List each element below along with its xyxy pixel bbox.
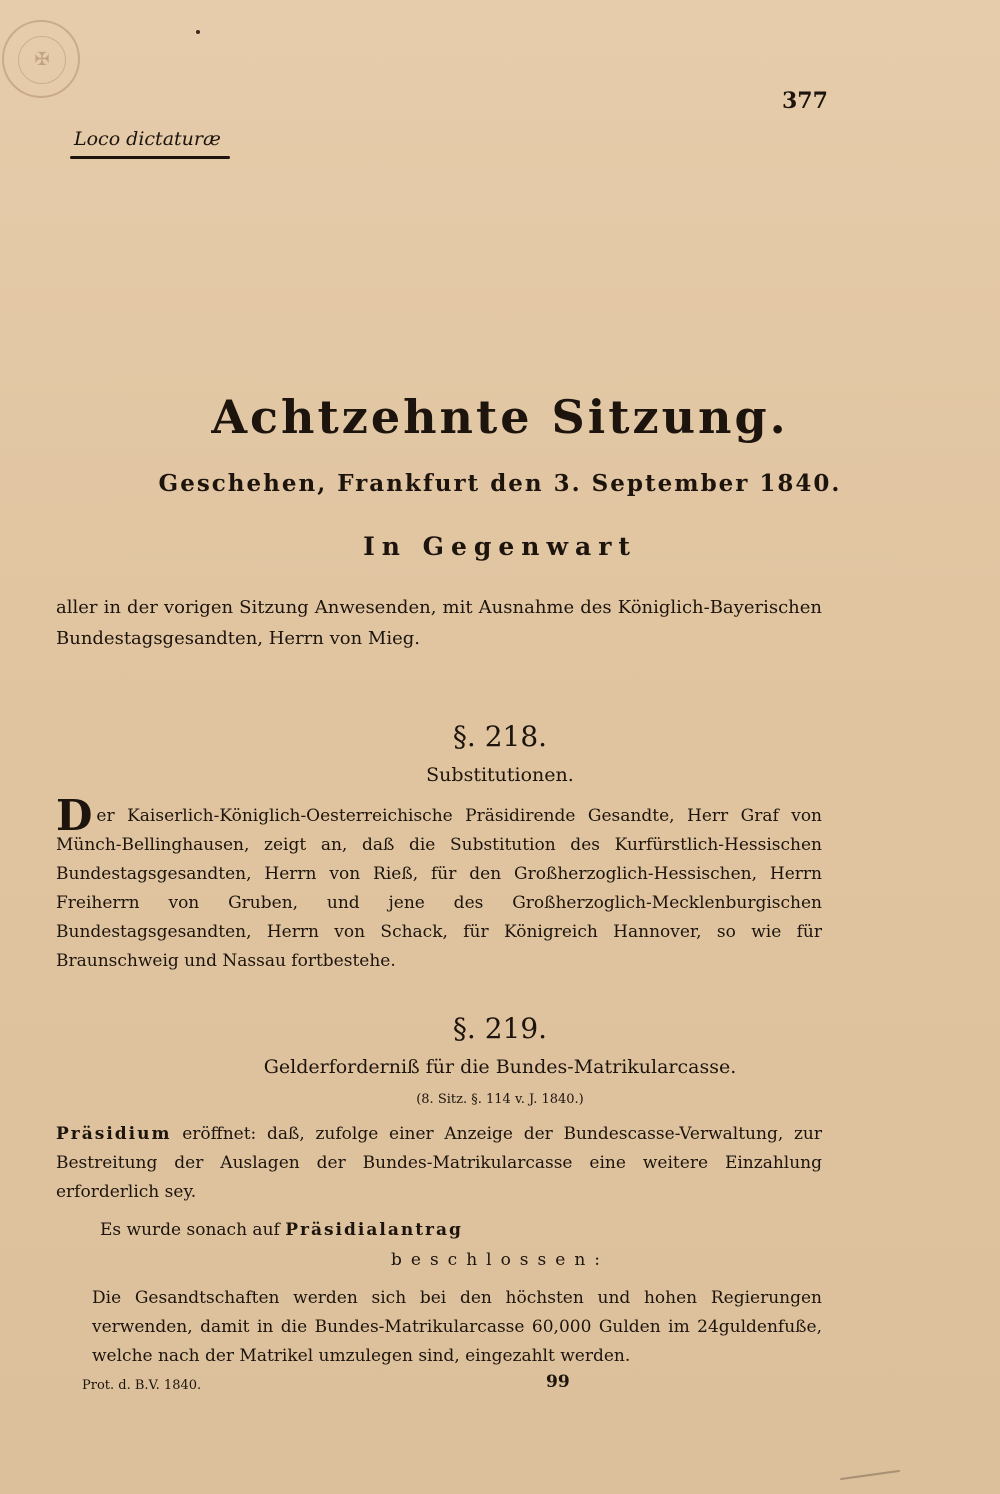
section-219-title: Gelderforderniß für die Bundes-Matrikularcasse. bbox=[263, 1056, 737, 1078]
drop-cap: D bbox=[56, 791, 93, 840]
section-218-paragraph bbox=[56, 791, 822, 976]
presence-heading: In Gegenwart bbox=[363, 532, 637, 561]
library-stamp bbox=[2, 20, 80, 98]
footer-signature-number: 99 bbox=[546, 1372, 570, 1392]
attendance-paragraph: aller in der vorigen Sitzung Anwesenden, mit Ausnahme des Königlich-Bayerischen Bundestagsgesandten, Herrn von Mieg. bbox=[56, 597, 822, 649]
footer-protocol-reference: Prot. d. B.V. 1840. bbox=[82, 1378, 202, 1393]
section-219-citation: (8. Sitz. §. 114 v. J. 1840.) bbox=[416, 1092, 584, 1107]
section-218-text: er Kaiserlich-Königlich-Oesterreichische Präsidirende Gesandte, Herr Graf von Münch-Bellinghausen, zeigt an, daß die Substitution des Kurfürstlich-Hessischen Bundestagsgesandten, Herrn von Rieß, für den Großherzoglich-Hessischen, Herrn Freiherrn von Gruben, und jene des Großherzoglich-Mecklenburgischen Bundestagsgesandten, Herrn von Schack, für Königreich Hannover, so wie für Braunschweig und Nassau fortbestehe. bbox=[56, 806, 822, 971]
section-219-paragraph bbox=[56, 1120, 822, 1207]
section-219-text: eröffnet: daß, zufolge einer Anzeige der Bundescasse-Verwaltung, zur Bestreitung der Auslagen der Bundes-Matrikularcasse eine weitere Einzahlung erforderlich sey. bbox=[56, 1124, 822, 1202]
resolution-paragraph bbox=[56, 1284, 822, 1371]
antrag-line bbox=[100, 1216, 820, 1245]
section-218-number: §. 218. bbox=[452, 720, 548, 753]
stamp-emblem: ✠ bbox=[18, 36, 66, 84]
session-date-line: Geschehen, Frankfurt den 3. September 1840. bbox=[158, 470, 842, 497]
section-219-number: §. 219. bbox=[452, 1012, 548, 1045]
antrag-term: Präsidialantrag bbox=[285, 1220, 463, 1240]
resolution-text: Die Gesandtschaften werden sich bei den höchsten und hohen Regierungen verwenden, damit in die Bundes-Matrikularcasse 60,000 Gulden im 24guldenfuße, welche nach der Matrikel umzulegen sind, eingezahlt werden. bbox=[92, 1288, 822, 1366]
ink-speck bbox=[196, 30, 200, 34]
marginal-note: Loco dictaturæ bbox=[74, 128, 221, 150]
marginal-note-underline bbox=[70, 156, 230, 159]
presidium-lead: Präsidium bbox=[56, 1124, 172, 1144]
section-218-title: Substitutionen. bbox=[426, 764, 574, 786]
ink-scratch bbox=[840, 1470, 900, 1480]
resolved-heading: beschlossen: bbox=[391, 1250, 609, 1270]
page-number: 377 bbox=[782, 88, 828, 114]
session-title: Achtzehnte Sitzung. bbox=[211, 390, 789, 444]
antrag-prefix: Es wurde sonach auf bbox=[100, 1220, 280, 1240]
